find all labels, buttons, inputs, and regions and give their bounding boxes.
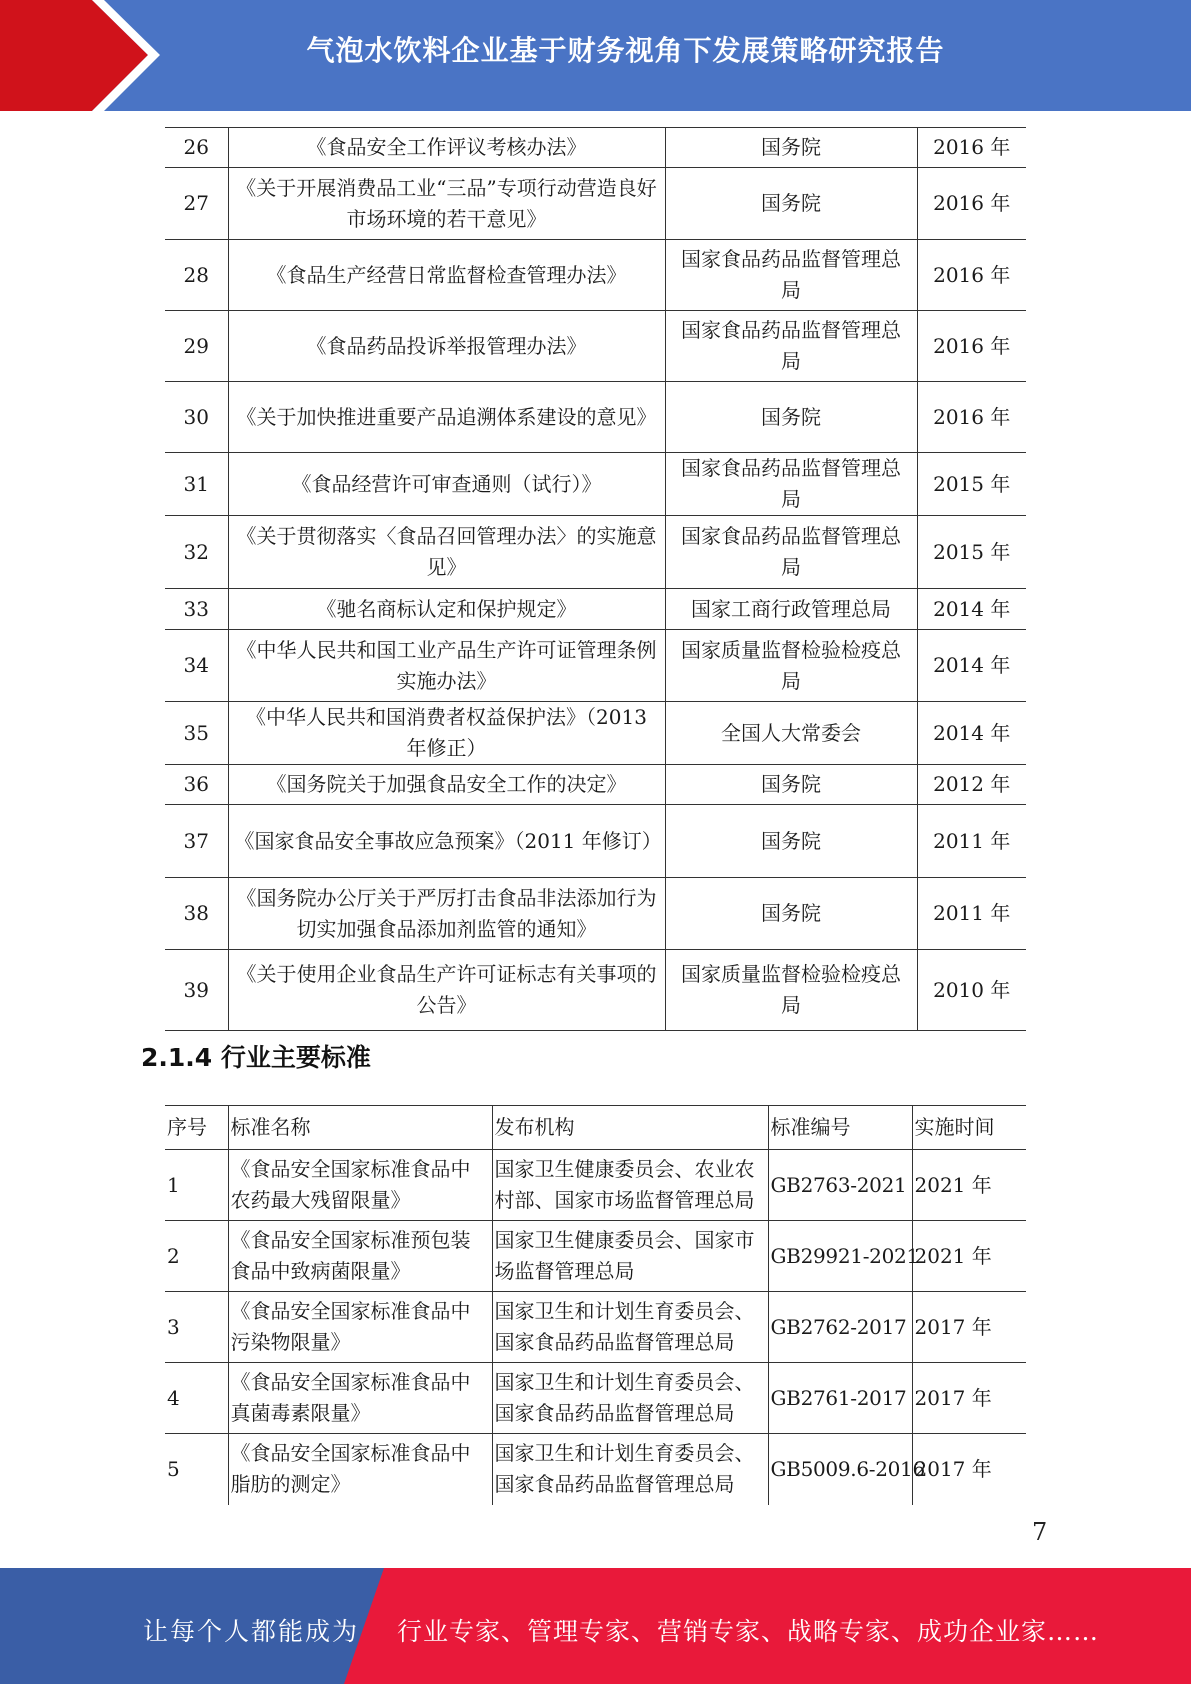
issue-year: 2015 年: [917, 453, 1026, 516]
issuing-authority: 国家卫生健康委员会、农业农村部、国家市场监督管理总局: [492, 1150, 768, 1221]
issue-year: 2014 年: [917, 702, 1026, 765]
table-row: [165, 1363, 1026, 1434]
issue-year: 2016 年: [917, 128, 1026, 168]
issue-year: 2011 年: [917, 878, 1026, 950]
issuing-authority: 国家食品药品监督管理总局: [665, 240, 917, 311]
issue-year: 2016 年: [917, 382, 1026, 453]
issuing-authority: 国家卫生和计划生育委员会、国家食品药品监督管理总局: [492, 1363, 768, 1434]
standard-name: 《食品安全国家标准食品中脂肪的测定》: [228, 1434, 492, 1505]
effective-date: 2017 年: [912, 1363, 1026, 1434]
table-row: [165, 168, 1026, 240]
row-number: 33: [165, 589, 228, 630]
row-number: 30: [165, 382, 228, 453]
issuing-authority: 国务院: [665, 168, 917, 240]
issuing-authority: 国务院: [665, 128, 917, 168]
regulation-name: 《食品生产经营日常监督检查管理办法》: [228, 240, 665, 311]
standard-name: 《食品安全国家标准预包装食品中致病菌限量》: [228, 1221, 492, 1292]
row-number: 29: [165, 311, 228, 382]
issuing-authority: 国务院: [665, 765, 917, 805]
table-row: [165, 1150, 1026, 1221]
row-number: 36: [165, 765, 228, 805]
table-row: [165, 630, 1026, 702]
table-row: [165, 1434, 1026, 1505]
row-number: 2: [165, 1221, 228, 1292]
regulation-name: 《关于开展消费品工业“三品”专项行动营造良好市场环境的若干意见》: [228, 168, 665, 240]
row-number: 5: [165, 1434, 228, 1505]
regulation-name: 《关于使用企业食品生产许可证标志有关事项的公告》: [228, 950, 665, 1031]
issuing-authority: 国家卫生和计划生育委员会、国家食品药品监督管理总局: [492, 1434, 768, 1505]
regulation-name: 《中华人民共和国工业产品生产许可证管理条例实施办法》: [228, 630, 665, 702]
issuing-authority: 国务院: [665, 878, 917, 950]
row-number: 3: [165, 1292, 228, 1363]
row-number: 28: [165, 240, 228, 311]
standard-code: GB5009.6-2016: [768, 1434, 912, 1505]
issue-year: 2014 年: [917, 589, 1026, 630]
standard-code: GB2763-2021: [768, 1150, 912, 1221]
regulation-name: 《关于加快推进重要产品追溯体系建设的意见》: [228, 382, 665, 453]
issue-year: 2010 年: [917, 950, 1026, 1031]
row-number: 4: [165, 1363, 228, 1434]
table-row: [165, 1292, 1026, 1363]
footer-slogan-right: 行业专家、管理专家、营销专家、战略专家、成功企业家……: [397, 1617, 1100, 1646]
regulation-name: 《国务院办公厅关于严厉打击食品非法添加行为切实加强食品添加剂监管的通知》: [228, 878, 665, 950]
standard-name: 《食品安全国家标准食品中真菌毒素限量》: [228, 1363, 492, 1434]
regulation-name: 《国家食品安全事故应急预案》（2011 年修订）: [228, 805, 665, 878]
row-number: 32: [165, 516, 228, 589]
table-row: [165, 128, 1026, 168]
effective-date: 2021 年: [912, 1150, 1026, 1221]
regulation-name: 《驰名商标认定和保护规定》: [228, 589, 665, 630]
table-row: [165, 240, 1026, 311]
table-row: [165, 311, 1026, 382]
row-number: 31: [165, 453, 228, 516]
report-title: 气泡水饮料企业基于财务视角下发展策略研究报告: [306, 34, 945, 67]
table-row: [165, 702, 1026, 765]
row-number: 35: [165, 702, 228, 765]
column-header: 标准编号: [768, 1106, 912, 1150]
issue-year: 2014 年: [917, 630, 1026, 702]
row-number: 26: [165, 128, 228, 168]
table-row: [165, 950, 1026, 1031]
standard-code: GB29921-2021: [768, 1221, 912, 1292]
footer-slogan-left: 让每个人都能成为: [143, 1617, 360, 1646]
effective-date: 2017 年: [912, 1292, 1026, 1363]
row-number: 38: [165, 878, 228, 950]
issuing-authority: 国家卫生健康委员会、国家市场监督管理总局: [492, 1221, 768, 1292]
standard-code: GB2762-2017: [768, 1292, 912, 1363]
column-header: 实施时间: [912, 1106, 1026, 1150]
table-row: [165, 589, 1026, 630]
issuing-authority: 国家工商行政管理总局: [665, 589, 917, 630]
table-row: [165, 382, 1026, 453]
regulations-table: [165, 127, 1026, 1031]
issue-year: 2016 年: [917, 311, 1026, 382]
issuing-authority: 全国人大常委会: [665, 702, 917, 765]
issue-year: 2011 年: [917, 805, 1026, 878]
row-number: 39: [165, 950, 228, 1031]
table-row: [165, 453, 1026, 516]
regulation-name: 《食品经营许可审查通则（试行）》: [228, 453, 665, 516]
issue-year: 2016 年: [917, 168, 1026, 240]
table-header-row: [165, 1106, 1026, 1150]
row-number: 27: [165, 168, 228, 240]
standard-name: 《食品安全国家标准食品中污染物限量》: [228, 1292, 492, 1363]
regulation-name: 《国务院关于加强食品安全工作的决定》: [228, 765, 665, 805]
page-footer: [0, 1568, 1191, 1684]
column-header: 序号: [165, 1106, 228, 1150]
issuing-authority: 国务院: [665, 805, 917, 878]
row-number: 37: [165, 805, 228, 878]
table-row: [165, 878, 1026, 950]
table-row: [165, 805, 1026, 878]
standards-table: [165, 1105, 1026, 1505]
effective-date: 2017 年: [912, 1434, 1026, 1505]
standard-code: GB2761-2017: [768, 1363, 912, 1434]
regulation-name: 《食品安全工作评议考核办法》: [228, 128, 665, 168]
issuing-authority: 国家质量监督检验检疫总局: [665, 950, 917, 1031]
issue-year: 2012 年: [917, 765, 1026, 805]
issuing-authority: 国家食品药品监督管理总局: [665, 453, 917, 516]
effective-date: 2021 年: [912, 1221, 1026, 1292]
regulation-name: 《食品药品投诉举报管理办法》: [228, 311, 665, 382]
page-number: 7: [1032, 1518, 1048, 1546]
row-number: 1: [165, 1150, 228, 1221]
regulation-name: 《中华人民共和国消费者权益保护法》（2013 年修正）: [228, 702, 665, 765]
issuing-authority: 国务院: [665, 382, 917, 453]
section-heading: 2.1.4 行业主要标准: [141, 1043, 371, 1072]
table-row: [165, 516, 1026, 589]
issuing-authority: 国家质量监督检验检疫总局: [665, 630, 917, 702]
issue-year: 2016 年: [917, 240, 1026, 311]
standard-name: 《食品安全国家标准食品中农药最大残留限量》: [228, 1150, 492, 1221]
regulation-name: 《关于贯彻落实〈食品召回管理办法〉的实施意见》: [228, 516, 665, 589]
table-row: [165, 765, 1026, 805]
column-header: 发布机构: [492, 1106, 768, 1150]
issuing-authority: 国家卫生和计划生育委员会、国家食品药品监督管理总局: [492, 1292, 768, 1363]
table-row: [165, 1221, 1026, 1292]
row-number: 34: [165, 630, 228, 702]
column-header: 标准名称: [228, 1106, 492, 1150]
issuing-authority: 国家食品药品监督管理总局: [665, 311, 917, 382]
issue-year: 2015 年: [917, 516, 1026, 589]
page-header: [0, 0, 1191, 111]
issuing-authority: 国家食品药品监督管理总局: [665, 516, 917, 589]
